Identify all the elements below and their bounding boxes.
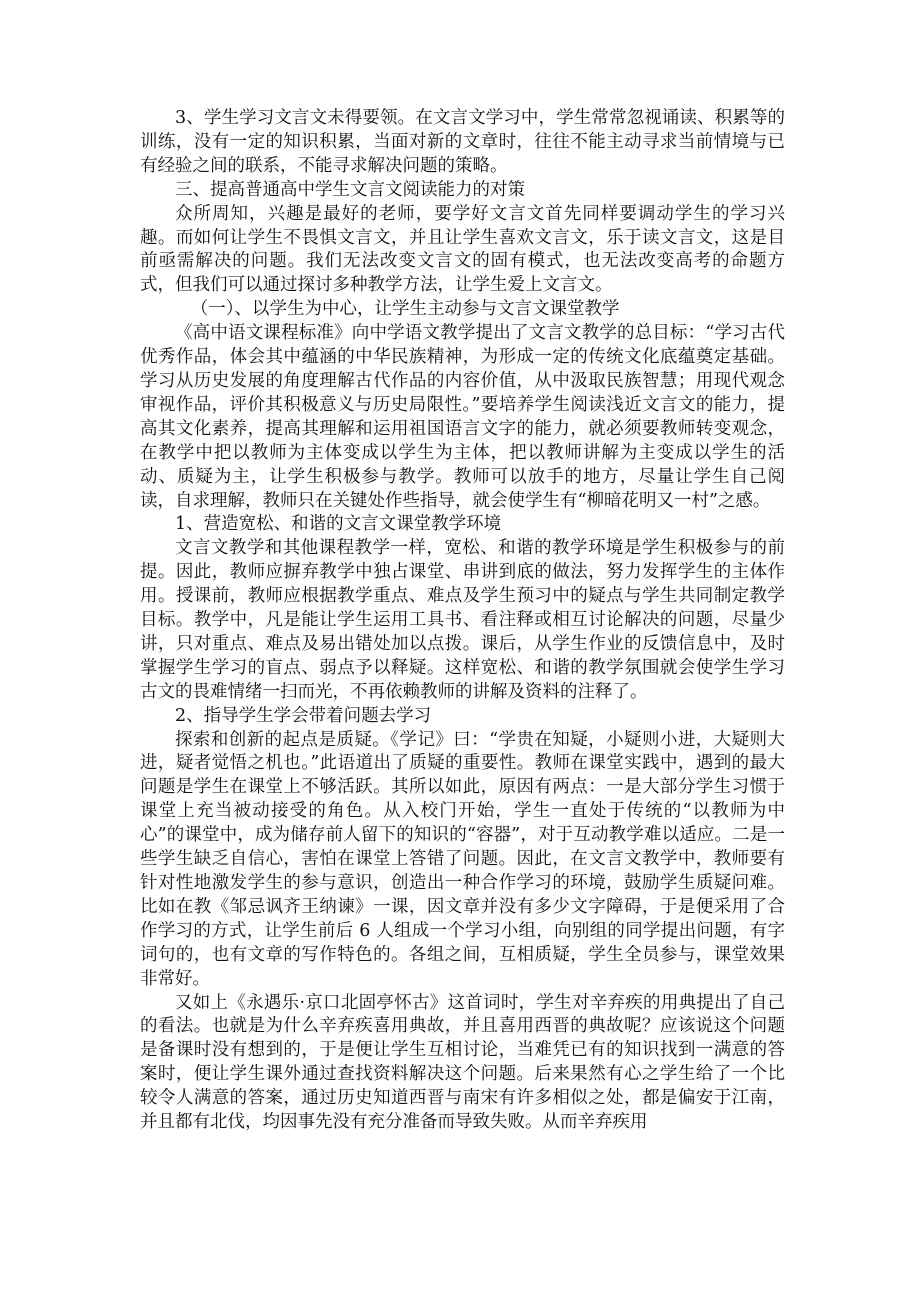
section-heading-3: 三、提高普通高中学生文言文阅读能力的对策 bbox=[175, 179, 525, 200]
document-page bbox=[140, 107, 785, 1135]
paragraph-environment: 文言文教学和其他课程教学一样，宽松、和谐的教学环境是学生积极参与的前提。因此，教师应摒弃教学中独占课堂、串讲到底的做法，努力发挥学生的主体作用。授课前，教师应根据教学重点、难点及学生预习中的疑点与学生共同制定教学目标。教学中，凡是能让学生运用工具书、看注释或相互讨论解决的问题，尽量少讲，只对重点、难点及易出错处加以点拨。课后，从学生作业的反馈信息中，及时掌握学生学习的盲点、弱点予以释疑。这样宽松、和谐的教学氛围就会使学生学习古文的畏难情绪一扫而光，不再依赖教师的讲解及资料的注释了。 bbox=[140, 538, 785, 702]
paragraph-point-3: 3、学生学习文言文未得要领。在文言文学习中，学生常常忽视诵读、积累等的训练，没有一定的知识积累，当面对新的文章时，往往不能主动寻求当前情境与已有经验之间的联系，不能寻求解决问题的策略。 bbox=[140, 108, 785, 176]
paragraph-interest-intro: 众所周知，兴趣是最好的老师，要学好文言文首先同样要调动学生的学习兴趣。而如何让学生不畏惧文言文，并且让学生喜欢文言文，乐于读文言文，这是目前亟需解决的问题。我们无法改变文言文的固有模式，也无法改变高考的命题方式，但我们可以通过探讨多种教学方法，让学生爱上文言文。 bbox=[140, 203, 785, 296]
item-heading-1: 1、营造宽松、和谐的文言文课堂教学环境 bbox=[175, 514, 502, 535]
subsection-heading-1: （一）、以学生为中心，让学生主动参与文言文课堂教学 bbox=[190, 299, 620, 320]
paragraph-example: 又如上《永遇乐·京口北固亭怀古》这首词时，学生对辛弃疾的用典提出了自己的看法。也就是为什么辛弃疾喜用典故，并且喜用西晋的典故呢？应该说这个问题是备课时没有想到的，于是便让学生互相讨论，当难凭已有的知识找到一满意的答案时，便让学生课外通过查找资料解决这个问题。后来果然有心之学生给了一个比较令人满意的答案，通过历史知道西晋与南宋有许多相似之处，都是偏安于江南，并且都有北伐，均因事先没有充分准备而导致失败。从而辛弃疾用 bbox=[140, 992, 785, 1133]
item-heading-2: 2、指导学生学会带着问题去学习 bbox=[175, 705, 432, 726]
paragraph-questioning: 探索和创新的起点是质疑。《学记》曰：“学贵在知疑，小疑则小进，大疑则大进，疑者觉悟之机也。”此语道出了质疑的重要性。教师在课堂实践中，遇到的最大问题是学生在课堂上不够活跃。其所以如此，原因有两点：一是大部分学生习惯于课堂上充当被动接受的角色。从入校门开始，学生一直处于传统的“以教师为中心”的课堂中，成为储存前人留下的知识的“容器”，对于互动教学难以适应。二是一些学生缺乏自信心，害怕在课堂上答错了问题。因此，在文言文教学中，教师要有针对性地激发学生的参与意识，创造出一种合作学习的环境，鼓励学生质疑问难。比如在教《邹忌讽齐王纳谏》一课，因文章并没有多少文字障碍，于是便采用了合作学习的方式，让学生前后 6 人组成一个学习小组，向别组的同学提出问题，有字词句的，也有文章的写作特色的。各组之间，互相质疑，学生全员参与，课堂效果非常好。 bbox=[140, 729, 785, 989]
paragraph-curriculum-standard: 《高中语文课程标准》向中学语文教学提出了文言文教学的总目标：“学习古代优秀作品，体会其中蕴涵的中华民族精神，为形成一定的传统文化底蕴奠定基础。学习从历史发展的角度理解古代作品的内容价值，从中汲取民族智慧；用现代观念审视作品，评价其积极意义与历史局限性。”要培养学生阅读浅近文言文的能力，提高其文化素养，提高其理解和运用祖国语言文字的能力，就必须要教师转变观念，在教学中把以教师为主体变成以学生为主体，把以教师讲解为主变成以学生的活动、质疑为主，让学生积极参与教学。教师可以放手的地方，尽量让学生自己阅读，自求理解，教师只在关键处作些指导，就会使学生有“柳暗花明又一村”之感。 bbox=[140, 323, 785, 511]
